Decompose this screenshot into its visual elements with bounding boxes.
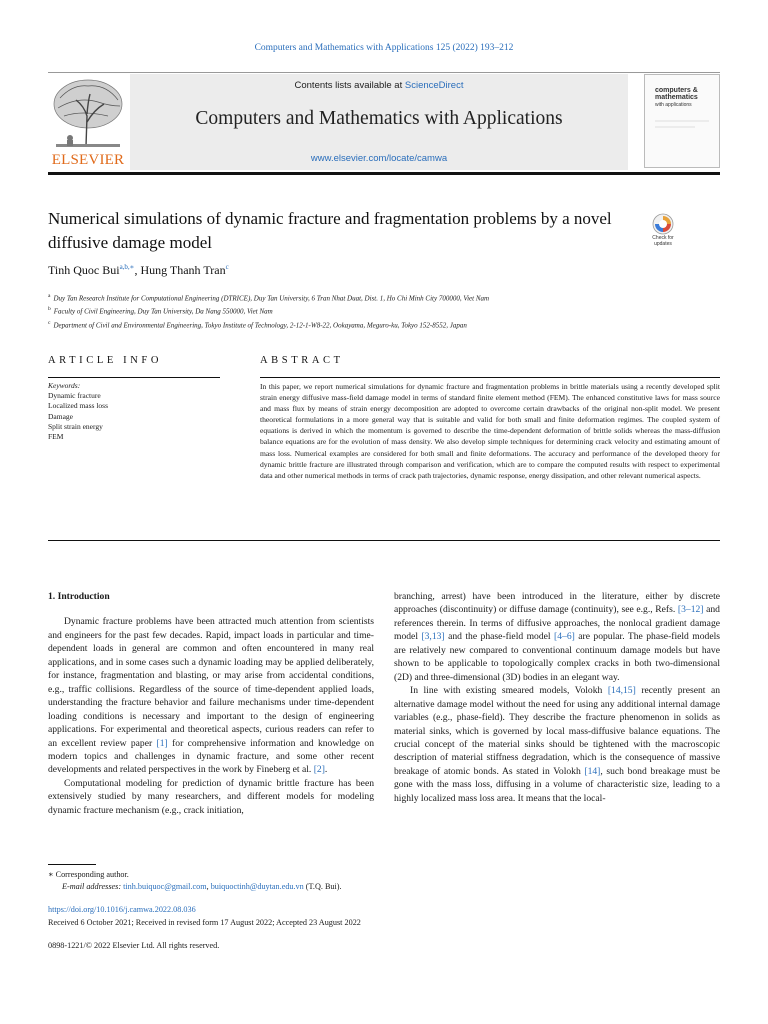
affiliation-item <box>48 291 728 304</box>
body-text: recently present an alternative damage model without the need for using any additional internal damage variables (e.g., phase-field). They describe the fracture phenomenon in solids as material sinks, which is governed by local mass-diffusive balance equations. The crucial concept of the material sinks should be tightened with the macroscopic description of material stiffness degradation, which is the consequence of massive breakage of atomic bonds. As stated in Volokh <box>394 685 720 777</box>
footnote-star: ∗ <box>48 870 54 879</box>
publisher-name: ELSEVIER <box>51 152 125 168</box>
keywords-block <box>48 381 108 442</box>
corresponding-author-note <box>48 869 342 881</box>
author-list <box>48 263 229 278</box>
header-top-rule <box>48 72 720 73</box>
article-info-heading: ARTICLE INFO <box>48 355 163 366</box>
affiliation-text: Duy Tan Research Institute for Computational Engineering (DTRICE), Duy Tan University, 6 Tran Nhat Duat, Dist. 1, Ho Chi Minh City 700000, Viet Nam <box>53 294 490 303</box>
body-text: , such bond breakage must be gone with the mass loss, diffusing in a volume of characteristic size, leading to a highly localized mass loss area. It means that the local- <box>394 765 720 804</box>
cover-line: mathematics <box>655 94 698 101</box>
elsevier-tree-icon <box>48 76 128 152</box>
citation-link[interactable]: [3,13] <box>421 631 445 643</box>
citation-link[interactable]: [2] <box>313 764 325 776</box>
journal-cover-thumbnail[interactable] <box>644 74 720 168</box>
body-paragraph <box>394 590 720 684</box>
body-text: and references therein. In terms of diffusive approaches, the nonlocal gradient damage model <box>394 604 720 643</box>
body-paragraph <box>48 615 374 776</box>
journal-title: Computers and Mathematics with Applications <box>195 108 563 129</box>
body-text: and the phase-field model <box>444 631 555 643</box>
section-heading: 1. Introduction <box>48 591 110 602</box>
affiliation-item <box>48 318 728 331</box>
copyright-notice: 0898-1221/© 2022 Elsevier Ltd. All rights reserved. <box>48 941 220 950</box>
affiliations <box>48 291 728 331</box>
journal-homepage-link[interactable]: www.elsevier.com/locate/camwa <box>310 153 448 164</box>
citation-link[interactable]: [14] <box>584 765 601 777</box>
affiliation-mark: a <box>48 293 51 299</box>
citation-link[interactable]: [14,15] <box>607 685 636 697</box>
author-affiliation-marks[interactable]: c <box>225 263 229 271</box>
keyword-item: FEM <box>48 432 64 442</box>
author-separator: , <box>134 263 141 277</box>
header-center-panel <box>130 74 628 170</box>
sciencedirect-link[interactable]: ScienceDirect <box>404 80 464 91</box>
footnote-rule <box>48 864 96 865</box>
author-name[interactable]: Hung Thanh Tran <box>140 263 226 277</box>
badge-label <box>648 235 678 247</box>
doi-block <box>48 904 361 929</box>
affiliation-text: Department of Civil and Environmental Engineering, Tokyo Institute of Technology, 2-12-1-W8-22, Ookayama, Meguro-ku, Tokyo 152-8552, Japan <box>53 320 467 329</box>
body-paragraph: Computational modeling for prediction of dynamic brittle fracture has been extensively studied by many researchers, and different models for modeling dynamic fracture mechanism (e.g., crack initiation, <box>48 777 374 816</box>
footnotes <box>48 869 342 894</box>
contents-line <box>130 80 628 91</box>
author-name[interactable]: Tinh Quoc Bui <box>48 263 120 277</box>
email-link[interactable]: tinh.buiquoc@gmail.com <box>123 882 207 892</box>
body-text: Dynamic fracture problems have been attracted much attention from scientists and engineers for the past few decades. Rapid, impact loads in particular and time-dependent loads in general are common and often encountered in many real applications, and in some cases such a dynamic loading may be applied deliberately, for instance, fragmentation and blasting, or may arise from accidental conditions, e.g., traffic collisions. Regardless of the source of time-dependent applied loads, understanding the fracture behavior and failure mechanisms under time-dependent loading conditions is necessary and important to the design of engineering applications. For experimental and theoretical aspects, curious readers can refer to an excellent review paper <box>48 616 374 749</box>
body-paragraph <box>394 684 720 805</box>
affiliation-text: Faculty of Civil Engineering, Duy Tan University, Da Nang 550000, Viet Nam <box>53 307 273 316</box>
body-column-left <box>48 590 374 817</box>
keyword-item: Dynamic fracture <box>48 391 101 401</box>
body-text: In line with existing smeared models, Volokh <box>410 685 608 697</box>
author-affiliation-marks[interactable]: a,b,∗ <box>119 263 135 271</box>
journal-reference[interactable]: Computers and Mathematics with Applications 125 (2022) 193–212 <box>254 43 514 53</box>
journal-header <box>48 74 720 170</box>
affiliation-mark: b <box>48 306 51 313</box>
affiliation-item <box>48 304 728 317</box>
elsevier-logo[interactable] <box>48 76 128 168</box>
abstract-rule <box>260 377 720 378</box>
citation-link[interactable]: [4–6] <box>554 631 575 643</box>
keywords-label: Keywords: <box>48 381 81 390</box>
citation-link[interactable]: [1] <box>156 737 168 749</box>
article-title: Numerical simulations of dynamic fracture and fragmentation problems by a novel diffusive damage model <box>48 209 612 252</box>
email-separator: , <box>206 882 211 892</box>
keyword-item: Localized mass loss <box>48 401 108 411</box>
email-owner: (T.Q. Bui). <box>303 882 342 892</box>
check-for-updates-badge[interactable] <box>648 213 678 253</box>
email-label: E-mail addresses: <box>62 882 122 892</box>
abstract-heading: ABSTRACT <box>260 355 344 366</box>
header-bottom-rule <box>48 172 720 175</box>
body-text: . <box>324 764 328 776</box>
keyword-item: Damage <box>48 411 73 421</box>
article-info-rule <box>48 377 220 378</box>
body-column-right <box>394 590 720 805</box>
doi-link[interactable]: https://doi.org/10.1016/j.camwa.2022.08.036 <box>48 905 196 914</box>
body-text: branching, arrest) have been introduced in the literature, either by discrete approaches (discontinuity) or diffuse damage (continuity), see e.g., Refs. <box>394 591 720 616</box>
email-note <box>48 881 342 893</box>
keyword-item: Split strain energy <box>48 421 103 431</box>
cover-line: with applications <box>655 102 692 108</box>
citation-link[interactable]: [3–12] <box>677 604 704 616</box>
abstract-bottom-rule <box>48 540 720 541</box>
cover-line: computers & <box>655 87 698 94</box>
affiliation-mark: c <box>48 319 51 326</box>
email-link[interactable]: buiquoctinh@duytan.edu.vn <box>210 882 304 892</box>
contents-prefix: Contents lists available at <box>294 80 405 91</box>
body-text: are popular. The phase-field models are relatively new compared to conventional continuum damage models but have shown to be applicable to topologically complex cracks in both two-dimensional (2D) and three-dimensional (3D) bodies in an elegant way. <box>394 631 720 683</box>
footnote-text: Corresponding author. <box>55 870 129 879</box>
abstract-text: In this paper, we report numerical simulations for dynamic fracture and fragmentation problems in brittle materials using a recently developed split strain energy diffusive mass-field damage model in terms of standard finite element method (FEM). The enhanced constitutive laws for mass source and mass flux by means of strain energy decomposition are adopted to overcome certain drawbacks of the original non-split model. We present theoretical formulations in a more general way that is suitable and valid for both small and finite deformation regimes. The coupled system of equations is derived in which the momentum is governed to describe the time-dependent deformation of brittle solids whereas the mass-diffusion balance equations are for the evolution of mass density. We also develop simple techniques for determining crack velocity and estimating amount of mass loss. Numerical examples are considered for both small and finite deformations. The accuracy and performance of the developed theory for dynamic brittle fracture are illustrated through comparison and verification, which are to compare the computed results with respect to experimental data and other numerical methods in terms of crack path trajectories, dynamic response, energy dissipation, and other relevant numerical aspects. <box>260 382 720 480</box>
cover-art-icon <box>645 115 719 165</box>
badge-line: Check for <box>652 235 674 241</box>
check-updates-icon <box>648 213 678 235</box>
received-dates: Received 6 October 2021; Received in revised form 17 August 2022; Accepted 23 August 2022 <box>48 917 361 927</box>
body-text: for comprehensive information and knowledge on modern topics and challenges in dynamic fracture, and some other recent developments and related perspectives in the work by Fineberg et al. <box>48 737 375 776</box>
cover-title <box>655 87 698 109</box>
badge-line: updates <box>654 241 672 247</box>
